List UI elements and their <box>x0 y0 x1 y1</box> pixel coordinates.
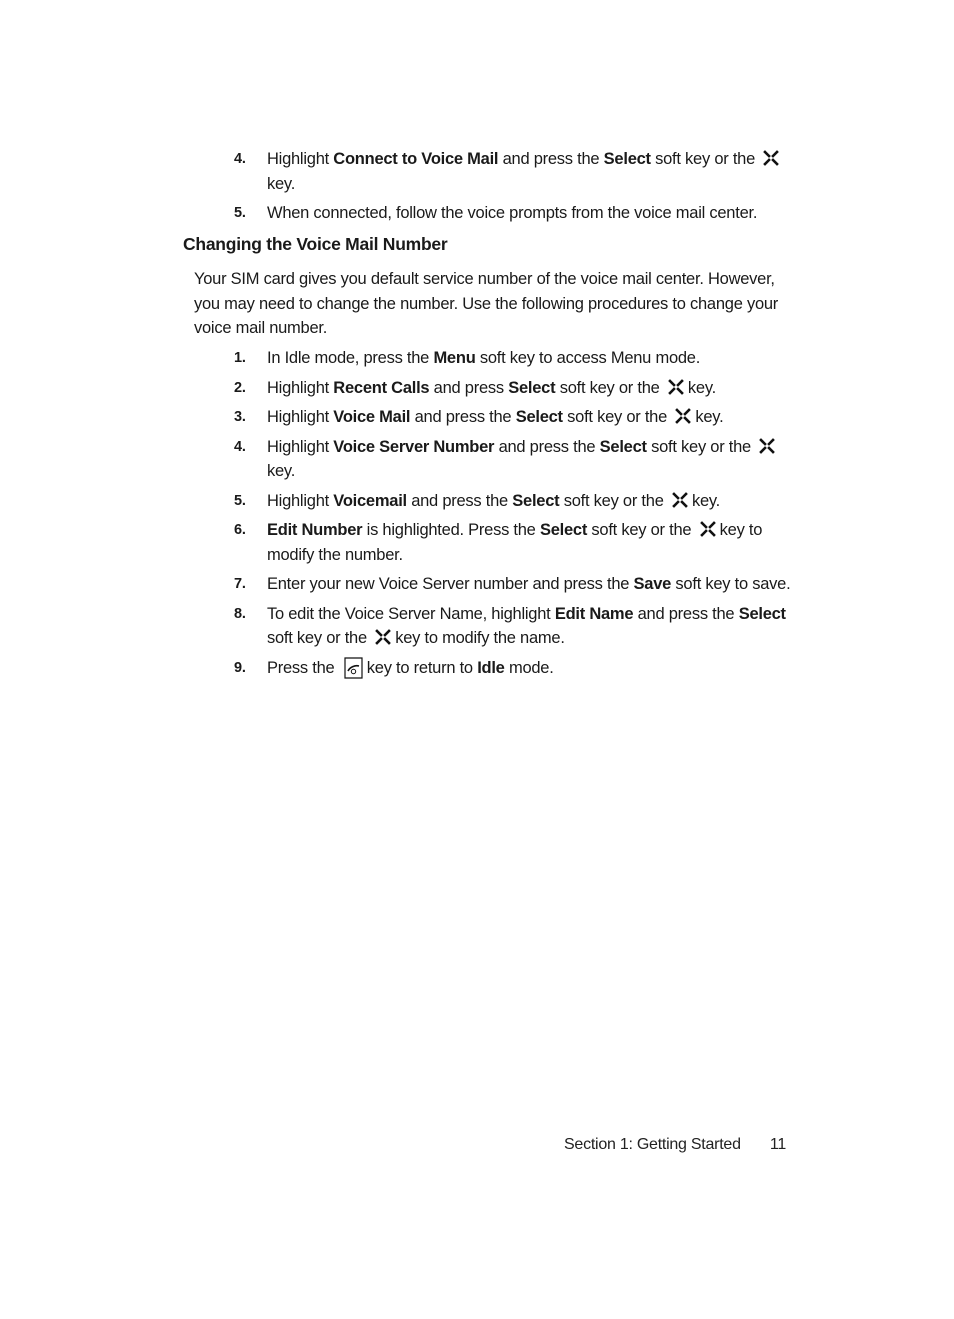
list-item: 5. When connected, follow the voice prompts from the voice mail center. <box>234 201 794 226</box>
navigation-key-icon <box>698 520 718 538</box>
navigation-key-icon <box>670 491 690 509</box>
navigation-key-icon <box>761 149 781 167</box>
list-item: 9. Press the key to return to Idle mode. <box>234 656 794 681</box>
navigation-key-icon <box>373 628 393 646</box>
procedure-steps-list <box>234 346 794 685</box>
step-number: 5. <box>234 492 246 509</box>
page-number: 11 <box>769 1136 786 1153</box>
step-number: 5. <box>234 205 246 221</box>
list-item: 4. Highlight Connect to Voice Mail and press the Select soft key or the key. <box>234 147 794 196</box>
list-item: 4. Highlight Voice Server Number and press the Select soft key or the key. <box>234 435 794 484</box>
step-number: 3. <box>234 409 246 425</box>
step-number: 2. <box>234 379 246 396</box>
step-number: 8. <box>234 605 246 622</box>
list-item: 6. Edit Number is highlighted. Press the Select soft key or the key to modify the number. <box>234 518 794 567</box>
section-heading: Changing the Voice Mail Number <box>183 234 448 254</box>
list-item: 3. Highlight Voice Mail and press the Select soft key or the key. <box>234 405 794 430</box>
intro-paragraph: Your SIM card gives you default service number of the voice mail center. However, you may need to change the number. Use the following procedures to change your voice mail number. <box>194 270 779 337</box>
step-number: 7. <box>234 576 246 592</box>
navigation-key-icon <box>757 437 777 455</box>
step-number: 9. <box>234 659 246 676</box>
step-number: 4. <box>234 438 246 455</box>
list-item: 7. Enter your new Voice Server number and press the Save soft key to save. <box>234 572 794 597</box>
list-item: 1. In Idle mode, press the Menu soft key to access Menu mode. <box>234 346 794 371</box>
step-number: 4. <box>234 151 246 167</box>
end-key-icon <box>341 656 365 680</box>
navigation-key-icon <box>673 407 693 425</box>
list-item: 8. To edit the Voice Server Name, highlight Edit Name and press the Select soft key or the key to modify the name. <box>234 602 794 651</box>
navigation-key-icon <box>666 378 686 396</box>
list-item: 2. Highlight Recent Calls and press Select soft key or the key. <box>234 376 794 401</box>
footer-section-label: Section 1: Getting Started <box>564 1136 741 1153</box>
continued-steps-list <box>234 147 794 231</box>
list-item: 5. Highlight Voicemail and press the Select soft key or the key. <box>234 489 794 514</box>
step-number: 1. <box>234 350 246 366</box>
step-number: 6. <box>234 522 246 538</box>
